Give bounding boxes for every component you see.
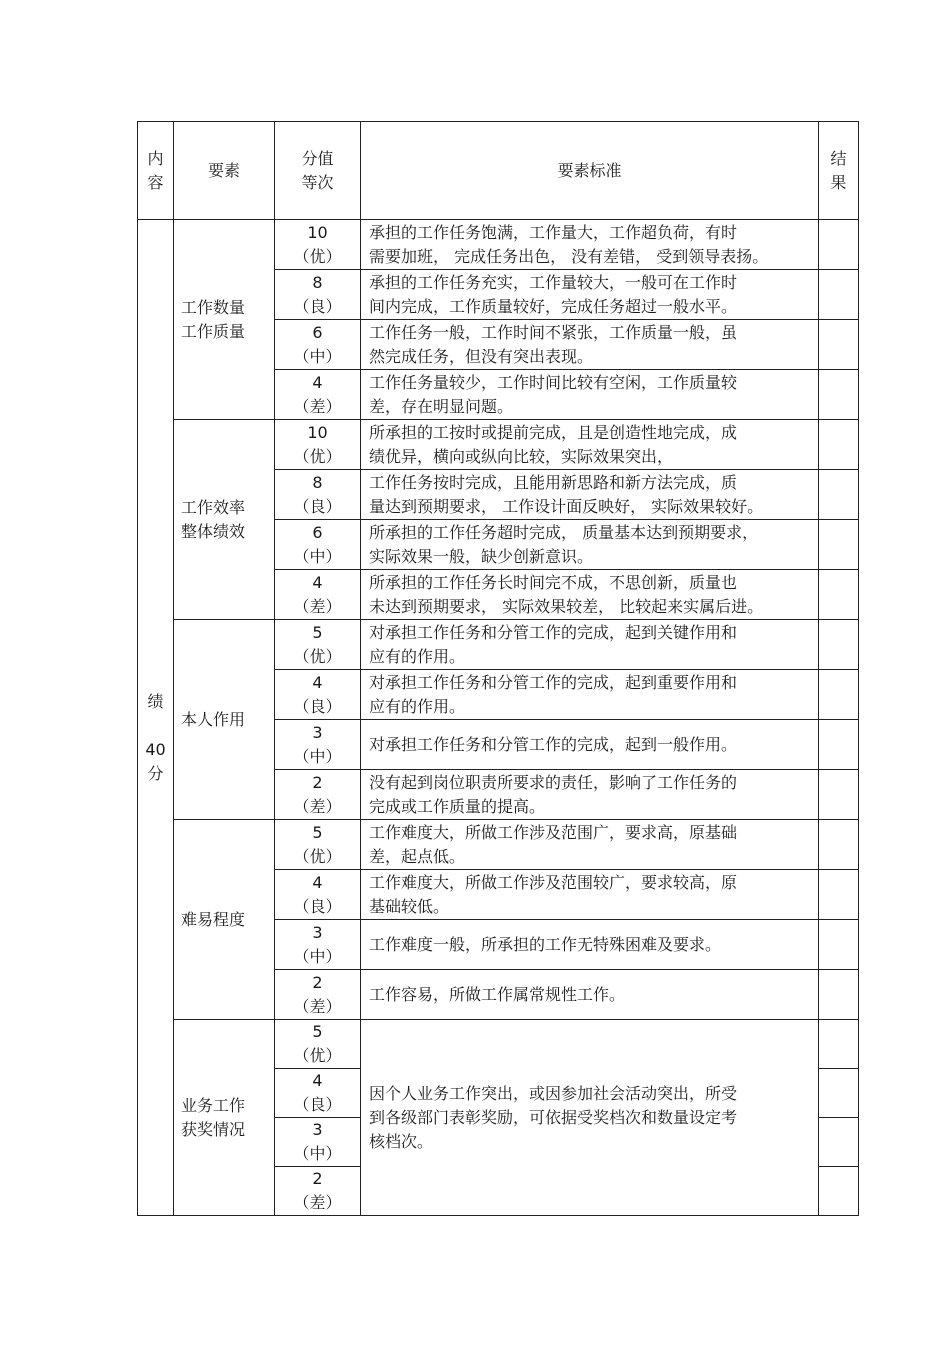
score-cell (275, 1167, 361, 1216)
score-value: 5 (312, 1022, 323, 1041)
header-content (138, 122, 174, 220)
element-name-line: 本人作用 (181, 709, 246, 729)
assessment-table-body (138, 122, 859, 1216)
table-row (138, 620, 859, 670)
score-grade: （差） (293, 796, 342, 816)
result-cell[interactable] (819, 670, 859, 720)
score-cell (275, 420, 361, 470)
score-value: 4 (312, 672, 323, 692)
element-name-line: 难易程度 (181, 909, 246, 929)
result-cell[interactable] (819, 270, 859, 320)
standard-cell (361, 970, 819, 1020)
standard-text-line: 所承担的工按时或提前完成，且是创造性地完成，成 (369, 422, 738, 442)
table-row (138, 1020, 859, 1069)
standard-text-line: 然完成任务，但没有突出表现。 (369, 346, 594, 366)
result-cell[interactable] (819, 720, 859, 770)
score-cell (275, 1069, 361, 1118)
element-name-line: 工作数量 (181, 297, 246, 317)
score-cell (275, 570, 361, 620)
standard-text-line: 工作容易，所做工作属常规性工作。 (369, 984, 626, 1004)
standard-text-line: 核档次。 (369, 1131, 434, 1151)
result-cell[interactable] (819, 220, 859, 270)
assessment-table (137, 121, 859, 1216)
score-value: 4 (312, 1071, 323, 1090)
score-grade: （优） (293, 646, 342, 666)
score-value: 4 (312, 872, 323, 892)
standard-text-line: 实际效果一般，缺少创新意识。 (369, 546, 594, 566)
score-cell (275, 620, 361, 670)
result-cell[interactable] (819, 570, 859, 620)
score-value: 10 (307, 422, 328, 442)
score-value: 10 (307, 222, 328, 242)
result-cell[interactable] (819, 870, 859, 920)
score-value: 2 (312, 772, 323, 792)
table-row (138, 220, 859, 270)
score-value: 5 (312, 622, 323, 642)
standard-text-line: 工作任务量较少，工作时间比较有空闲，工作质量较 (369, 372, 738, 392)
score-value: 4 (312, 372, 323, 392)
standard-text-line: 工作任务按时完成，且能用新思路和新方法完成，质 (369, 472, 738, 492)
score-cell (275, 870, 361, 920)
standard-text-line: 没有起到岗位职责所要求的责任，影响了工作任务的 (369, 772, 738, 792)
standard-text-line: 未达到预期要求， 实际效果较差， 比较起来实属后进。 (369, 596, 764, 616)
score-grade: （中） (293, 746, 342, 766)
score-grade: （差） (293, 396, 342, 416)
standard-cell (361, 1020, 819, 1216)
score-cell (275, 970, 361, 1020)
score-grade: （差） (293, 996, 342, 1016)
score-cell (275, 820, 361, 870)
score-cell (275, 470, 361, 520)
standard-text-line: 工作难度大，所做工作涉及范围较广，要求较高，原 (369, 872, 738, 892)
category-name: 绩 (147, 691, 164, 711)
standard-text-line: 所承担的工作任务长时间完不成，不思创新，质量也 (369, 572, 738, 592)
score-grade: （良） (293, 896, 342, 916)
score-cell (275, 670, 361, 720)
standard-cell (361, 470, 819, 520)
header-content-line-1: 内 (147, 148, 164, 168)
header-result-line-2: 果 (830, 172, 847, 192)
score-grade: （优） (293, 846, 342, 866)
element-name-line: 工作质量 (181, 321, 246, 341)
standard-text-line: 工作难度一般，所承担的工作无特殊困难及要求。 (369, 934, 722, 954)
score-value: 2 (312, 1169, 323, 1188)
score-grade: （良） (293, 696, 342, 716)
score-cell (275, 220, 361, 270)
score-value: 3 (312, 1120, 323, 1139)
standard-text-line: 需要加班， 完成任务出色， 没有差错， 受到领导表扬。 (369, 246, 769, 266)
result-cell[interactable] (819, 420, 859, 470)
score-cell (275, 770, 361, 820)
standard-text-line: 差，起点低。 (369, 846, 466, 866)
result-cell[interactable] (819, 1167, 859, 1216)
score-value: 5 (312, 822, 323, 842)
standard-text-line: 基础较低。 (369, 896, 450, 916)
standard-text-line: 对承担工作任务和分管工作的完成，起到一般作用。 (369, 734, 738, 754)
score-grade: （中） (293, 546, 342, 566)
standard-cell (361, 770, 819, 820)
score-cell (275, 720, 361, 770)
standard-text-line: 间内完成，工作质量较好，完成任务超过一般水平。 (369, 296, 738, 316)
element-name-cell (174, 620, 275, 820)
standard-text-line: 完成或工作质量的提高。 (369, 796, 546, 816)
element-name-line: 业务工作 (181, 1095, 246, 1115)
standard-text-line: 工作难度大，所做工作涉及范围广，要求高，原基础 (369, 822, 738, 842)
header-score (275, 122, 361, 220)
result-cell[interactable] (819, 470, 859, 520)
standard-cell (361, 620, 819, 670)
standard-text-line: 所承担的工作任务超时完成， 质量基本达到预期要求， (369, 522, 759, 542)
standard-cell (361, 920, 819, 970)
result-cell[interactable] (819, 820, 859, 870)
header-standard: 要素标准 (361, 122, 819, 220)
table-row (138, 820, 859, 870)
standard-text-line: 应有的作用。 (369, 646, 466, 666)
standard-cell (361, 520, 819, 570)
score-grade: （优） (293, 1046, 342, 1065)
result-cell[interactable] (819, 1118, 859, 1167)
score-grade: （中） (293, 346, 342, 366)
element-name-cell (174, 820, 275, 1020)
score-value: 4 (312, 572, 323, 592)
header-result (819, 122, 859, 220)
result-cell[interactable] (819, 320, 859, 370)
standard-text-line: 对承担工作任务和分管工作的完成，起到关键作用和 (369, 622, 738, 642)
standard-cell (361, 220, 819, 270)
score-value: 6 (312, 522, 323, 542)
score-cell (275, 370, 361, 420)
score-cell (275, 920, 361, 970)
header-element: 要素 (174, 122, 275, 220)
standard-cell (361, 370, 819, 420)
category-gap (138, 714, 173, 738)
score-value: 3 (312, 922, 323, 942)
result-cell[interactable] (819, 970, 859, 1020)
result-cell[interactable] (819, 1069, 859, 1118)
header-result-line-1: 结 (830, 148, 847, 168)
standard-text-line: 因个人业务工作突出，或因参加社会活动突出，所受 (369, 1083, 738, 1103)
element-name-cell (174, 220, 275, 420)
element-name-line: 获奖情况 (181, 1119, 246, 1139)
score-grade: （差） (293, 596, 342, 616)
header-row (138, 122, 859, 220)
result-cell[interactable] (819, 520, 859, 570)
score-value: 3 (312, 722, 323, 742)
category-points: 40 (145, 739, 166, 759)
standard-cell (361, 420, 819, 470)
standard-cell (361, 870, 819, 920)
result-cell[interactable] (819, 1020, 859, 1069)
score-grade: （良） (293, 296, 342, 316)
header-score-line-1: 分值 (301, 148, 334, 168)
standard-text-line: 差，存在明显问题。 (369, 396, 514, 416)
element-name-line: 整体绩效 (181, 521, 246, 541)
standard-text-line: 工作任务一般，工作时间不紧张，工作质量一般，虽 (369, 322, 738, 342)
standard-cell (361, 670, 819, 720)
element-name-cell (174, 1020, 275, 1216)
score-grade: （差） (293, 1193, 342, 1212)
standard-text-line: 对承担工作任务和分管工作的完成，起到重要作用和 (369, 672, 738, 692)
score-cell (275, 270, 361, 320)
score-grade: （中） (293, 1144, 342, 1163)
element-name-line: 工作效率 (181, 497, 246, 517)
standard-text-line: 应有的作用。 (369, 696, 466, 716)
standard-cell (361, 570, 819, 620)
standard-text-line: 承担的工作任务饱满，工作量大，工作超负荷，有时 (369, 222, 738, 242)
standard-text-line: 到各级部门表彰奖励，可依据受奖档次和数量设定考 (369, 1107, 738, 1127)
score-grade: （优） (293, 446, 342, 466)
result-cell[interactable] (819, 920, 859, 970)
score-grade: （良） (293, 1095, 342, 1114)
header-content-line-2: 容 (147, 172, 164, 192)
score-value: 8 (312, 272, 323, 292)
score-value: 8 (312, 472, 323, 492)
standard-cell (361, 320, 819, 370)
score-grade: （优） (293, 246, 342, 266)
result-cell[interactable] (819, 620, 859, 670)
score-cell (275, 1118, 361, 1167)
category-unit: 分 (147, 763, 164, 783)
standard-cell (361, 820, 819, 870)
score-grade: （中） (293, 946, 342, 966)
score-cell (275, 1020, 361, 1069)
score-value: 2 (312, 972, 323, 992)
score-cell (275, 320, 361, 370)
header-score-line-2: 等次 (301, 172, 334, 192)
standard-text-line: 量达到预期要求， 工作设计面反映好， 实际效果较好。 (369, 496, 764, 516)
result-cell[interactable] (819, 370, 859, 420)
element-name-cell (174, 420, 275, 620)
result-cell[interactable] (819, 770, 859, 820)
score-cell (275, 520, 361, 570)
score-value: 6 (312, 322, 323, 342)
score-grade: （良） (293, 496, 342, 516)
standard-text-line: 承担的工作任务充实，工作量较大，一般可在工作时 (369, 272, 738, 292)
standard-cell (361, 720, 819, 770)
standard-cell (361, 270, 819, 320)
category-cell (138, 220, 174, 1216)
table-row (138, 420, 859, 470)
standard-text-line: 绩优异，横向或纵向比较，实际效果突出， (369, 446, 674, 466)
